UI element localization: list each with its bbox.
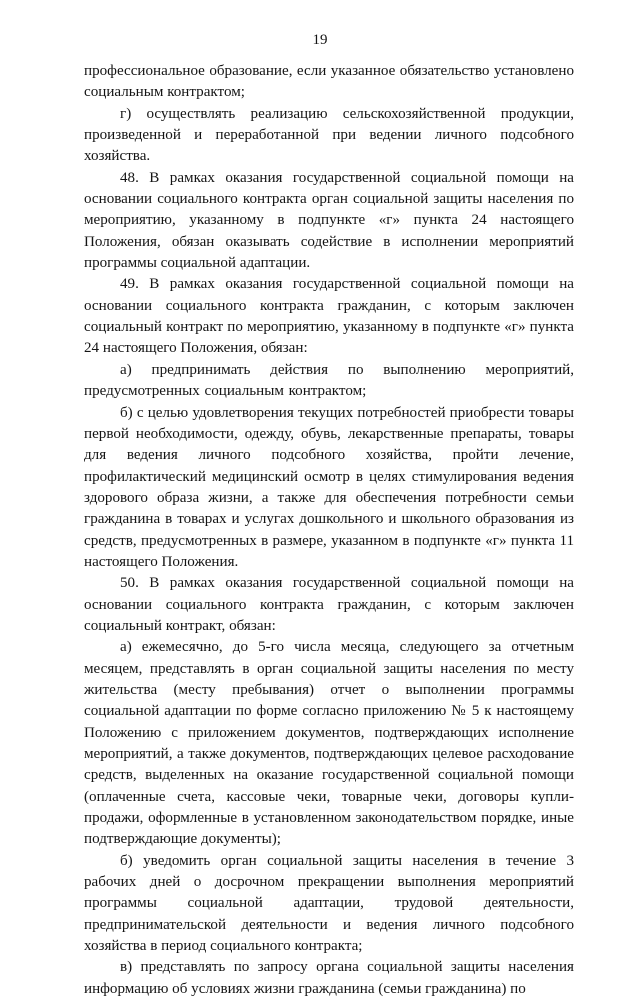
paragraph-50-v: в) представлять по запросу органа социальной защиты населения информацию об условиях жизни гражданина (семьи гражданина) по: [84, 959, 574, 997]
paragraph-50-b: б) уведомить орган социальной защиты населения в течение 3 рабочих дней о досрочном прекращении выполнения мероприятий программы социальной адаптации, трудовой деятельности, предпринимательской деятельности и ведения личного подсобного хозяйства в период социального контракта;: [84, 852, 574, 955]
page-number: 19: [312, 32, 328, 48]
paragraph-48: 48. В рамках оказания государственной социальной помощи на основании социального контракта орган социальной защиты населения по мероприятию, указанному в подпункте «г» пункта 24 настоящего Положения, обязан оказывать содействие в исполнении мероприятий программы социальной адаптации.: [84, 169, 574, 272]
paragraph-50-a: а) ежемесячно, до 5-го числа месяца, следующего за отчетным месяцем, представлять в орган социальной защиты населения по месту жительства (месту пребывания) отчет о выполнении программы социальной адаптации по форме согласно приложению № 5 к настоящему Положению с приложением документов, подтверждающих исполнение мероприятий, а также документов, подтверждающих целевое расходование средств, выделенных на оказание государственной социальной помощи (оплаченные счета, кассовые чеки, товарные чеки, договоры купли-продажи, оформленные в установленном законодательством порядке, иные подтверждающие документы);: [84, 639, 574, 848]
paragraph-continuation: профессиональное образование, если указанное обязательство установлено социальным контрактом;: [84, 63, 574, 101]
paragraph-49-b: б) с целью удовлетворения текущих потребностей приобрести товары первой необходимости, одежду, обувь, лекарственные препараты, товары для ведения личного подсобного хозяйства, пройти лечение, профилактический медицинский осмотр в целях стимулирования ведения здорового образа жизни, а также для обеспечения потребности семьи гражданина в товарах и услугах дошкольного и школьного образования из средств, предусмотренных в размере, указанном в подпункте «г» пункта 11 настоящего Положения.: [84, 404, 574, 570]
document-body: [84, 61, 574, 1000]
paragraph-49-a: а) предпринимать действия по выполнению мероприятий, предусмотренных социальным контрактом;: [84, 361, 574, 400]
paragraph-49: 49. В рамках оказания государственной социальной помощи на основании социального контракта гражданин, с которым заключен социальный контракт по мероприятию, указанному в подпункте «г» пункта 24 настоящего Положения, обязан:: [84, 276, 574, 357]
paragraph-50: 50. В рамках оказания государственной социальной помощи на основании социального контракта гражданин, с которым заключен социальный контракт, обязан:: [84, 575, 574, 634]
paragraph-item-g: г) осуществлять реализацию сельскохозяйственной продукции, произведенной и переработанной при ведении личного подсобного хозяйства.: [84, 105, 574, 165]
